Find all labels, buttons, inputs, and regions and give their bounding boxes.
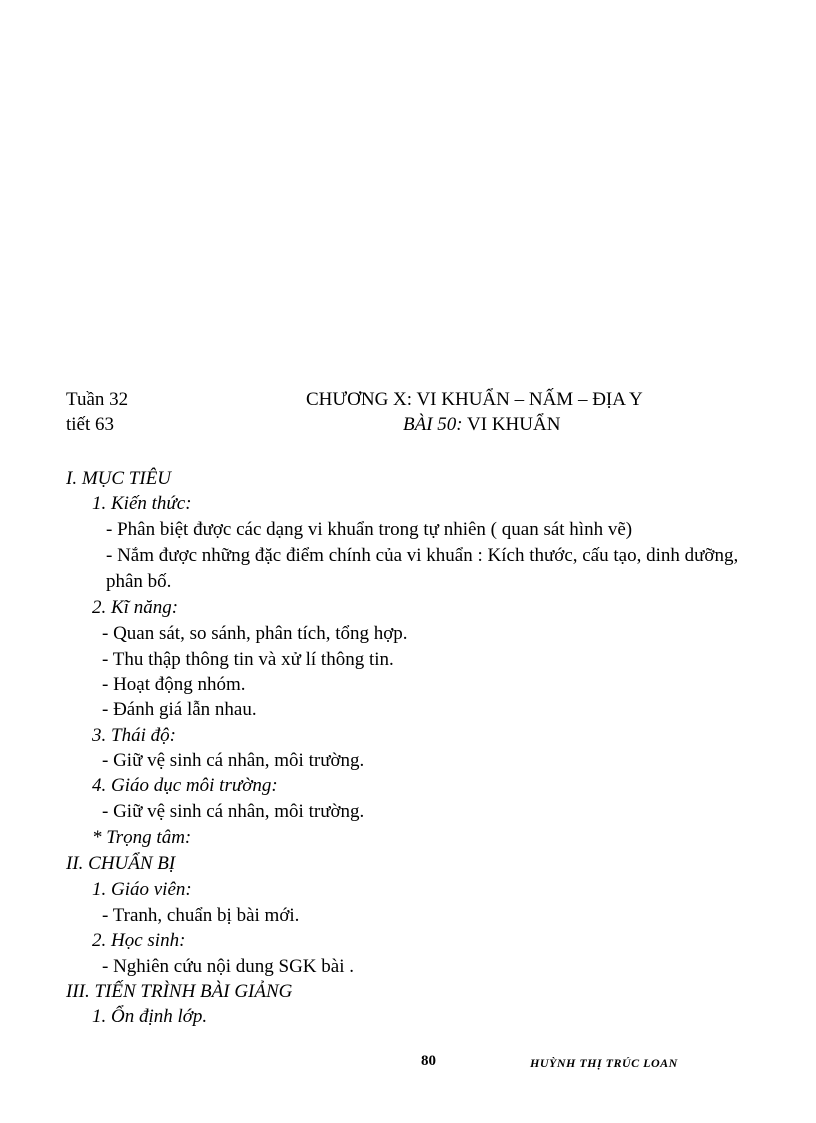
author-name: HUỲNH THỊ TRÚC LOAN [530, 1056, 678, 1070]
list-item-continuation: phân bố. [106, 571, 172, 592]
period-label: tiết 63 [66, 414, 115, 435]
lesson-prefix: BÀI 50: [403, 414, 463, 435]
subheading-attitude: 3. Thái độ: [92, 725, 176, 746]
subheading-knowledge: 1. Kiến thức: [92, 493, 192, 514]
list-item: - Hoạt động nhóm. [102, 674, 246, 695]
list-item: - Nghiên cứu nội dung SGK bài . [102, 956, 354, 977]
section-heading-preparation: II. CHUẨN BỊ [66, 853, 176, 874]
list-item: - Thu thập thông tin và xử lí thông tin. [102, 649, 394, 670]
focus-label: * Trọng tâm: [92, 827, 192, 848]
list-item: - Giữ vệ sinh cá nhân, môi trường. [102, 801, 365, 822]
list-item: - Nắm được những đặc điểm chính của vi khuẩn : Kích thước, cấu tạo, dinh dưỡng, [106, 545, 739, 566]
list-item: - Quan sát, so sánh, phân tích, tổng hợp. [102, 623, 408, 644]
list-item: - Đánh giá lẫn nhau. [102, 699, 257, 720]
chapter-title: CHƯƠNG X: VI KHUẨN – NẤM – ĐỊA Y [306, 389, 643, 410]
list-item: - Phân biệt được các dạng vi khuẩn trong tự nhiên ( quan sát hình vẽ) [106, 519, 633, 540]
page-number: 80 [421, 1053, 436, 1069]
list-item: - Giữ vệ sinh cá nhân, môi trường. [102, 750, 365, 771]
week-label: Tuần 32 [66, 389, 129, 410]
subheading-skills: 2. Kĩ năng: [92, 597, 179, 618]
subheading-teacher: 1. Giáo viên: [92, 879, 192, 900]
section-heading-objectives: I. MỤC TIÊU [66, 468, 172, 489]
section-heading-procedure: III. TIẾN TRÌNH BÀI GIẢNG [66, 981, 293, 1002]
subheading-student: 2. Học sinh: [92, 930, 186, 951]
lesson-title [403, 414, 560, 436]
subheading-environment: 4. Giáo dục môi trường: [92, 775, 278, 796]
list-item: - Tranh, chuẩn bị bài mới. [102, 905, 300, 926]
subheading-class-organization: 1. Ổn định lớp. [92, 1006, 208, 1027]
lesson-name: VI KHUẨN [462, 414, 561, 435]
